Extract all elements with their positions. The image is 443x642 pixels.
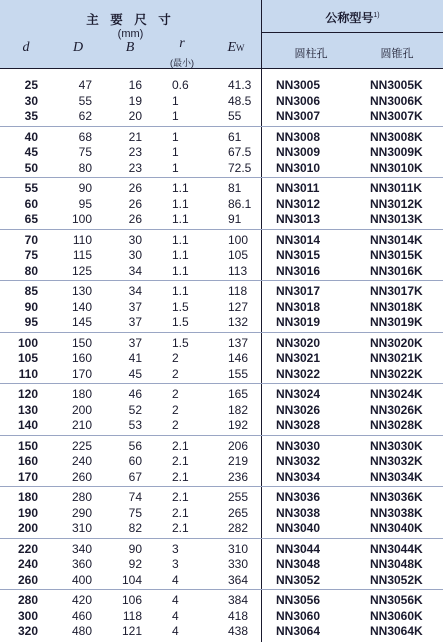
table-cell-B: 34 [128, 284, 142, 298]
table-cell-r: 2.1 [172, 521, 189, 535]
table-cell-m2: NN3052K [370, 572, 423, 587]
table-cell-d: 260 [17, 572, 38, 587]
table-cell-r: 1.1 [172, 248, 189, 262]
table-cell-d: 85 [24, 284, 38, 298]
table-cell-m2: NN3060K [370, 608, 423, 623]
table-cell-d: 200 [17, 521, 38, 535]
table-cell-D: 115 [72, 248, 92, 262]
table-cell-B: 34 [128, 263, 142, 278]
table-cell-B: 121 [121, 624, 142, 638]
table-cell-E: 310 [228, 541, 249, 556]
group-separator [0, 332, 443, 333]
table-cell-m1: NN3032 [276, 454, 321, 468]
col-header-cylindrical: 圆柱孔 [294, 48, 328, 60]
header-bottom-rule [0, 68, 443, 69]
table-cell-m1: NN3026 [276, 402, 321, 417]
table-cell-r: 1.5 [172, 315, 189, 329]
table-cell-D: 280 [71, 490, 92, 504]
table-cell-D: 145 [71, 315, 92, 329]
table-cell-E: 236 [228, 469, 249, 484]
table-cell-r: 3 [172, 557, 179, 571]
table-cell-m1: NN3044 [276, 541, 321, 556]
table-cell-E: 55 [228, 109, 242, 123]
table-cell-d: 90 [24, 299, 38, 314]
table-cell-m1: NN3036 [276, 490, 321, 504]
table-cell-D: 400 [71, 572, 92, 587]
table-cell-B: 45 [128, 366, 142, 381]
table-cell-m2: NN3020K [370, 335, 423, 350]
table-cell-m1: NN3024 [276, 387, 321, 401]
table-cell-B: 30 [128, 232, 142, 247]
table-cell-d: 95 [24, 315, 38, 329]
table-cell-E: 132 [228, 315, 249, 329]
table-cell-E: 255 [228, 490, 249, 504]
table-cell-B: 74 [128, 490, 142, 504]
group-separator [0, 280, 443, 281]
table-cell-D: 420 [71, 593, 92, 607]
col-header-r: r [179, 36, 185, 51]
table-cell-m1: NN3021 [276, 351, 321, 365]
table-cell-m1: NN3038 [276, 505, 321, 520]
table-cell-D: 160 [71, 351, 92, 365]
table-cell-B: 52 [128, 402, 142, 417]
col-header-Ew [216, 40, 256, 56]
table-cell-d: 150 [17, 438, 38, 453]
table-cell-D: 68 [78, 129, 92, 144]
table-cell-D: 460 [71, 608, 92, 623]
table-cell-d: 30 [24, 93, 38, 108]
table-cell-D: 180 [71, 387, 92, 401]
group-separator [0, 177, 443, 178]
table-cell-m1: NN3015 [276, 248, 321, 262]
table-cell-m2: NN3008K [370, 129, 423, 144]
table-cell-E: 330 [228, 557, 249, 571]
table-cell-m1: NN3007 [276, 109, 321, 123]
table-cell-m2: NN3014K [370, 232, 423, 247]
group-separator [0, 589, 443, 590]
table-cell-r: 4 [172, 572, 179, 587]
table-cell-r: 4 [172, 624, 179, 638]
group-separator [0, 126, 443, 127]
table-cell-B: 23 [128, 160, 142, 175]
table-cell-m1: NN3008 [276, 129, 321, 144]
table-cell-B: 53 [128, 418, 142, 432]
table-cell-D: 225 [71, 438, 92, 453]
table-cell-d: 35 [24, 109, 38, 123]
table-cell-d: 130 [17, 402, 38, 417]
table-cell-m1: NN3040 [276, 521, 321, 535]
table-cell-d: 50 [24, 160, 38, 175]
table-cell-E: 91 [228, 212, 242, 226]
table-cell-E: 86.1 [228, 196, 252, 211]
table-cell-d: 300 [17, 608, 38, 623]
table-cell-r: 2.1 [172, 490, 189, 504]
table-cell-d: 140 [17, 418, 38, 432]
table-cell-r: 1.1 [172, 263, 189, 278]
table-cell-m1: NN3005 [276, 78, 321, 92]
table-cell-E: 41.3 [228, 78, 252, 92]
table-cell-B: 46 [128, 387, 142, 401]
table-cell-E: 118 [228, 284, 248, 298]
col-header-d: d [22, 40, 30, 55]
table-cell-E: 265 [228, 505, 249, 520]
table-cell-d: 25 [24, 78, 38, 92]
table-cell-m2: NN3009K [370, 145, 423, 159]
table-cell-D: 130 [71, 284, 92, 298]
table-cell-E: 81 [228, 181, 242, 195]
table-cell-E: 72.5 [228, 160, 252, 175]
table-cell-r: 2.1 [172, 469, 189, 484]
table-cell-m2: NN3064K [370, 624, 423, 638]
table-cell-m2: NN3038K [370, 505, 423, 520]
table-cell-E: 364 [228, 572, 249, 587]
table-cell-r: 3 [172, 541, 179, 556]
col-header-B: B [125, 40, 135, 55]
table-cell-m2: NN3018K [370, 299, 423, 314]
table-cell-d: 70 [24, 232, 38, 247]
table-cell-r: 1.1 [172, 181, 189, 195]
table-cell-r: 1.1 [172, 212, 189, 226]
table-cell-m2: NN3015K [370, 248, 423, 262]
table-cell-r: 2 [172, 402, 179, 417]
table-cell-m2: NN3022K [370, 366, 423, 381]
group-separator [0, 383, 443, 384]
table-cell-m2: NN3021K [370, 351, 423, 365]
table-cell-m2: NN3005K [370, 78, 423, 92]
column-divider [261, 0, 262, 642]
table-cell-r: 0.6 [172, 78, 189, 92]
table-cell-E: 105 [228, 248, 249, 262]
table-cell-D: 80 [78, 160, 92, 175]
table-cell-E: 100 [228, 232, 249, 247]
table-cell-B: 104 [121, 572, 142, 587]
table-cell-d: 100 [17, 335, 38, 350]
group-separator [0, 486, 443, 487]
table-cell-r: 2.1 [172, 454, 189, 468]
table-cell-d: 160 [17, 454, 38, 468]
table-cell-B: 118 [122, 608, 142, 623]
table-cell-r: 1.1 [172, 232, 189, 247]
table-cell-m2: NN3030K [370, 438, 423, 453]
table-cell-d: 190 [17, 505, 38, 520]
table-cell-B: 21 [128, 129, 142, 144]
model-header-rule [262, 32, 443, 33]
table-cell-D: 360 [71, 557, 92, 571]
table-cell-D: 340 [71, 541, 92, 556]
table-cell-d: 45 [24, 145, 38, 159]
col-header-E: E [227, 40, 237, 55]
table-cell-m2: NN3026K [370, 402, 423, 417]
table-cell-r: 1.5 [172, 335, 189, 350]
table-cell-E: 127 [228, 299, 249, 314]
table-cell-m1: NN3052 [276, 572, 321, 587]
table-cell-m1: NN3016 [276, 263, 321, 278]
table-cell-d: 55 [24, 181, 38, 195]
col-header-r-note: (最小) [170, 58, 194, 68]
table-cell-m1: NN3012 [276, 196, 321, 211]
model-title-text: 公称型号 [325, 11, 374, 25]
table-cell-m2: NN3034K [370, 469, 423, 484]
table-cell-D: 260 [71, 469, 92, 484]
table-cell-D: 290 [71, 505, 92, 520]
table-cell-m2: NN3048K [370, 557, 423, 571]
table-cell-m1: NN3018 [276, 299, 321, 314]
table-cell-E: 113 [228, 263, 248, 278]
table-cell-r: 2 [172, 418, 179, 432]
table-cell-r: 2.1 [172, 438, 189, 453]
table-cell-m2: NN3017K [370, 284, 423, 298]
table-cell-m2: NN3028K [370, 418, 423, 432]
table-cell-r: 2.1 [172, 505, 189, 520]
table-cell-D: 55 [78, 93, 92, 108]
table-cell-E: 146 [228, 351, 249, 365]
table-cell-m2: NN3011K [370, 181, 423, 195]
table-cell-B: 92 [128, 557, 142, 571]
table-cell-r: 1 [172, 109, 179, 123]
group-separator [0, 538, 443, 539]
table-cell-E: 61 [228, 129, 242, 144]
table-cell-E: 67.5 [228, 145, 252, 159]
table-cell-m1: NN3010 [276, 160, 321, 175]
table-cell-r: 1 [172, 129, 179, 144]
table-cell-m2: NN3040K [370, 521, 423, 535]
table-cell-m2: NN3019K [370, 315, 423, 329]
table-cell-m1: NN3060 [276, 608, 321, 623]
col-header-D: D [72, 40, 84, 55]
table-cell-m2: NN3006K [370, 93, 423, 108]
model-footnote: 1) [373, 12, 380, 19]
table-cell-d: 60 [24, 196, 38, 211]
table-cell-m2: NN3007K [370, 109, 423, 123]
table-cell-D: 100 [71, 212, 92, 226]
table-cell-d: 170 [17, 469, 38, 484]
table-cell-m2: NN3012K [370, 196, 423, 211]
table-cell-B: 23 [128, 145, 142, 159]
table-cell-r: 1 [172, 160, 179, 175]
table-cell-r: 2 [172, 387, 179, 401]
table-cell-E: 48.5 [228, 93, 252, 108]
table-cell-r: 2 [172, 366, 179, 381]
table-cell-E: 219 [228, 454, 249, 468]
table-cell-D: 170 [71, 366, 92, 381]
table-cell-D: 125 [71, 263, 92, 278]
table-cell-B: 60 [128, 454, 142, 468]
table-cell-m2: NN3056K [370, 593, 423, 607]
table-cell-B: 37 [128, 299, 142, 314]
unit-label: (mm) [117, 28, 144, 40]
table-cell-B: 26 [128, 212, 142, 226]
table-cell-D: 210 [71, 418, 92, 432]
col-header-tapered: 圆锥孔 [380, 48, 414, 60]
col-header-E-sub: W [236, 43, 245, 53]
table-cell-D: 150 [71, 335, 92, 350]
table-cell-B: 75 [128, 505, 142, 520]
table-cell-B: 106 [121, 593, 142, 607]
table-cell-D: 47 [78, 78, 92, 92]
group-separator [0, 435, 443, 436]
table-cell-E: 282 [228, 521, 249, 535]
table-cell-r: 1 [172, 145, 179, 159]
table-cell-m1: NN3013 [276, 212, 321, 226]
table-cell-E: 165 [228, 387, 249, 401]
model-title [262, 9, 443, 26]
table-cell-m1: NN3034 [276, 469, 321, 484]
table-cell-D: 200 [71, 402, 92, 417]
table-cell-B: 67 [128, 469, 142, 484]
table-cell-B: 26 [128, 181, 142, 195]
table-cell-d: 110 [18, 366, 38, 381]
table-cell-m1: NN3048 [276, 557, 321, 571]
table-cell-d: 40 [24, 129, 38, 144]
table-cell-B: 26 [128, 196, 142, 211]
table-cell-D: 240 [71, 454, 92, 468]
table-cell-d: 180 [17, 490, 38, 504]
table-cell-D: 480 [71, 624, 92, 638]
table-cell-B: 19 [128, 93, 142, 108]
table-cell-E: 438 [228, 624, 249, 638]
table-cell-m1: NN3014 [276, 232, 321, 247]
table-cell-d: 80 [24, 263, 38, 278]
table-cell-E: 137 [228, 335, 249, 350]
table-cell-m2: NN3010K [370, 160, 423, 175]
table-cell-r: 1.1 [172, 284, 189, 298]
table-cell-m2: NN3032K [370, 454, 423, 468]
table-cell-E: 206 [228, 438, 249, 453]
table-cell-r: 1 [172, 93, 179, 108]
table-cell-m1: NN3020 [276, 335, 321, 350]
table-cell-B: 90 [128, 541, 142, 556]
table-cell-E: 192 [228, 418, 249, 432]
table-cell-d: 75 [24, 248, 38, 262]
table-cell-E: 182 [228, 402, 249, 417]
table-cell-m1: NN3030 [276, 438, 321, 453]
table-cell-D: 62 [78, 109, 92, 123]
table-cell-D: 110 [72, 232, 92, 247]
table-cell-r: 1.5 [172, 299, 189, 314]
table-cell-D: 310 [71, 521, 92, 535]
table-cell-m1: NN3064 [276, 624, 321, 638]
table-cell-B: 30 [128, 248, 142, 262]
table-cell-m2: NN3016K [370, 263, 423, 278]
table-cell-m1: NN3006 [276, 93, 321, 108]
table-cell-D: 140 [71, 299, 92, 314]
table-cell-B: 41 [128, 351, 142, 365]
table-cell-E: 384 [228, 593, 249, 607]
table-cell-d: 220 [17, 541, 38, 556]
group-separator [0, 229, 443, 230]
table-cell-d: 65 [24, 212, 38, 226]
table-cell-d: 320 [17, 624, 38, 638]
main-dimensions-title: 主 要 尺 寸 [86, 13, 175, 27]
table-cell-r: 4 [172, 608, 179, 623]
table-cell-D: 95 [78, 196, 92, 211]
table-cell-B: 20 [128, 109, 142, 123]
table-cell-m1: NN3019 [276, 315, 321, 329]
table-cell-B: 16 [128, 78, 142, 92]
table-cell-m1: NN3056 [276, 593, 321, 607]
table-cell-r: 4 [172, 593, 179, 607]
table-cell-B: 82 [128, 521, 142, 535]
table-cell-m1: NN3011 [276, 181, 320, 195]
table-cell-m1: NN3017 [276, 284, 321, 298]
table-cell-m1: NN3028 [276, 418, 321, 432]
table-cell-B: 37 [128, 315, 142, 329]
table-cell-d: 105 [17, 351, 38, 365]
table-cell-E: 418 [228, 608, 249, 623]
table-cell-E: 155 [228, 366, 249, 381]
table-cell-d: 240 [17, 557, 38, 571]
table-cell-m1: NN3009 [276, 145, 321, 159]
table-cell-D: 90 [78, 181, 92, 195]
table-cell-D: 75 [78, 145, 92, 159]
table-cell-m2: NN3024K [370, 387, 423, 401]
table-cell-m2: NN3013K [370, 212, 423, 226]
table-cell-r: 2 [172, 351, 179, 365]
table-cell-r: 1.1 [172, 196, 189, 211]
table-cell-d: 120 [17, 387, 38, 401]
table-cell-m2: NN3036K [370, 490, 423, 504]
table-cell-B: 37 [128, 335, 142, 350]
table-cell-m2: NN3044K [370, 541, 423, 556]
table-cell-B: 56 [128, 438, 142, 453]
table-cell-m1: NN3022 [276, 366, 321, 381]
table-cell-d: 280 [17, 593, 38, 607]
